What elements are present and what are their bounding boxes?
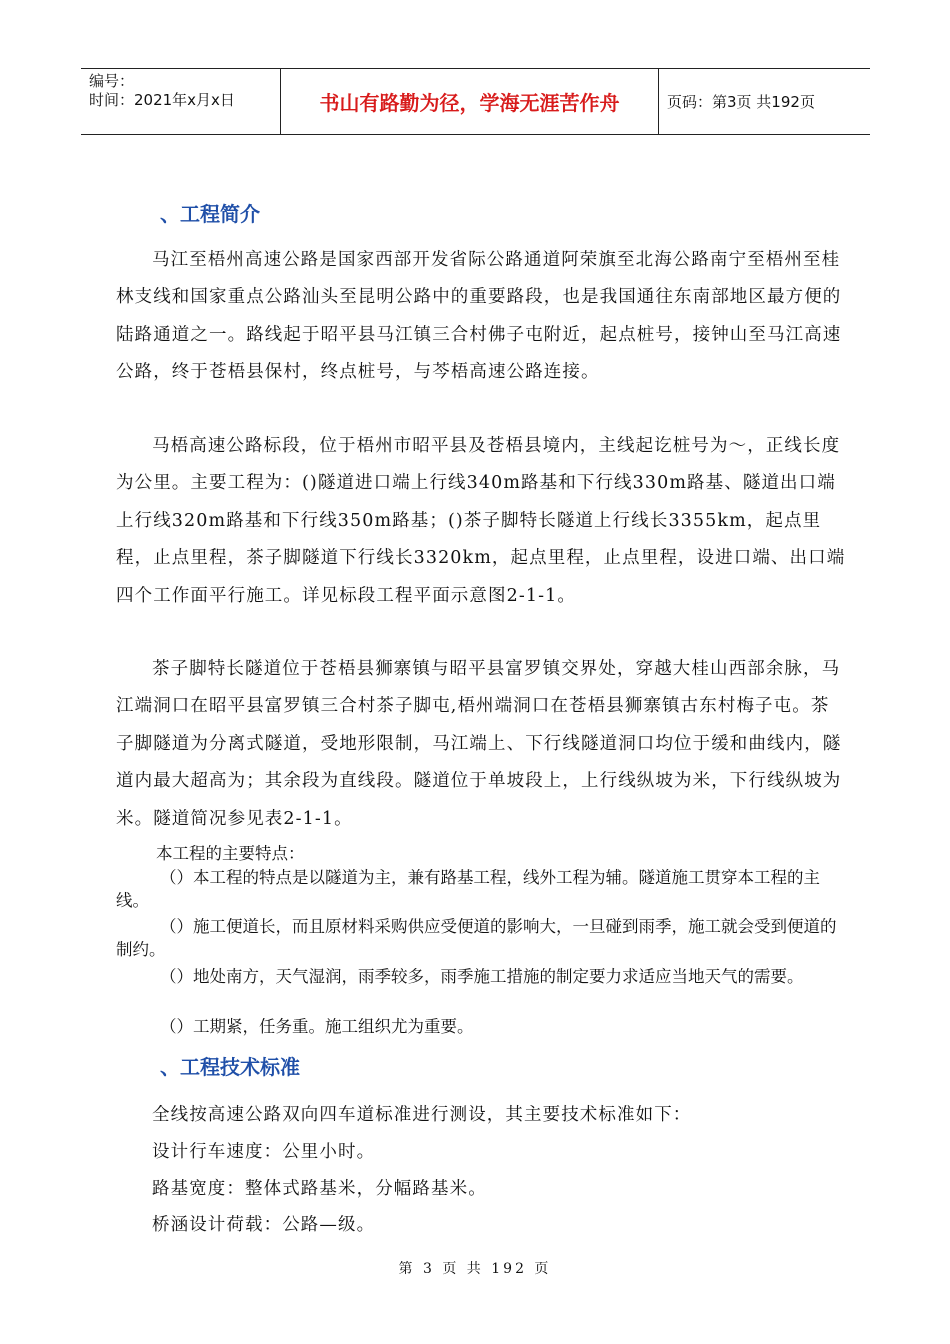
features-intro: 本工程的主要特点： bbox=[156, 844, 305, 863]
document-number-label: 编号： bbox=[89, 72, 135, 90]
feature-item: （）工期紧，任务重。施工组织尤为重要。 bbox=[160, 1017, 474, 1036]
feature-item: （）本工程的特点是以隧道为主，兼有路基工程，线外工程为辅。隧道施工贯穿本工程的主线。 bbox=[116, 868, 820, 910]
page-header bbox=[81, 68, 870, 135]
paragraph-3: 茶子脚特长隧道位于苍梧县狮寨镇与昭平县富罗镇交界处，穿越大桂山西部余脉，马江端洞口在昭平县富罗镇三合村茶子脚屯,梧州端洞口在苍梧县狮寨镇古东村梅子屯。茶子脚隧道为分离式隧道，受地形限制，马江端上、下行线隧道洞口均位于缓和曲线内，隧道内最大超高为；其余段为直线段。隧道位于单坡段上，上行线纵坡为米，下行线纵坡为米。隧道简况参见表2-1-1。 bbox=[116, 659, 842, 829]
section-heading-project-intro: 、工程简介 bbox=[160, 202, 260, 226]
page-footer: 第 3 页 共 192 页 bbox=[398, 1261, 552, 1277]
standards-line: 桥涵设计荷载：公路—级。 bbox=[152, 1215, 376, 1235]
feature-item: （）施工便道长，而且原材料采购供应受便道的影响大，一旦碰到雨季，施工就会受到便道的制约。 bbox=[116, 917, 837, 959]
feature-item: （）地处南方，天气湿润，雨季较多，雨季施工措施的制定要力求适应当地天气的需要。 bbox=[160, 967, 804, 986]
header-motto: 书山有路勤为径，学海无涯苦作舟 bbox=[281, 69, 659, 134]
standards-line: 设计行车速度：公里小时。 bbox=[152, 1142, 376, 1162]
section-heading-technical-standards: 、工程技术标准 bbox=[160, 1055, 300, 1079]
standards-line: 全线按高速公路双向四车道标准进行测设，其主要技术标准如下： bbox=[152, 1105, 692, 1125]
header-page-info: 页码：第3页 共192页 bbox=[667, 93, 815, 111]
document-date: 时间：2021年x月x日 bbox=[89, 91, 235, 109]
header-meta-cell bbox=[81, 69, 281, 134]
paragraph-1: 马江至梧州高速公路是国家西部开发省际公路通道阿荣旗至北海公路南宁至梧州至桂林支线和国家重点公路汕头至昆明公路中的重要路段，也是我国通往东南部地区最方便的陆路通道之一。路线起于昭平县马江镇三合村佛子屯附近，起点桩号，接钟山至马江高速公路，终于苍梧县保村，终点桩号，与芩梧高速公路连接。 bbox=[116, 250, 842, 383]
standards-line: 路基宽度：整体式路基米，分幅路基米。 bbox=[152, 1179, 487, 1199]
paragraph-2: 马梧高速公路标段，位于梧州市昭平县及苍梧县境内，主线起讫桩号为～，正线长度为公里。主要工程为：()隧道进口端上行线340m路基和下行线330m路基、隧道出口端上行线320m路基和下行线350m路基；()茶子脚特长隧道上行线长3355km，起点里程，止点里程，茶子脚隧道下行线长3320km，起点里程，止点里程，设进口端、出口端四个工作面平行施工。详见标段工程平面示意图2-1-1。 bbox=[116, 436, 846, 606]
